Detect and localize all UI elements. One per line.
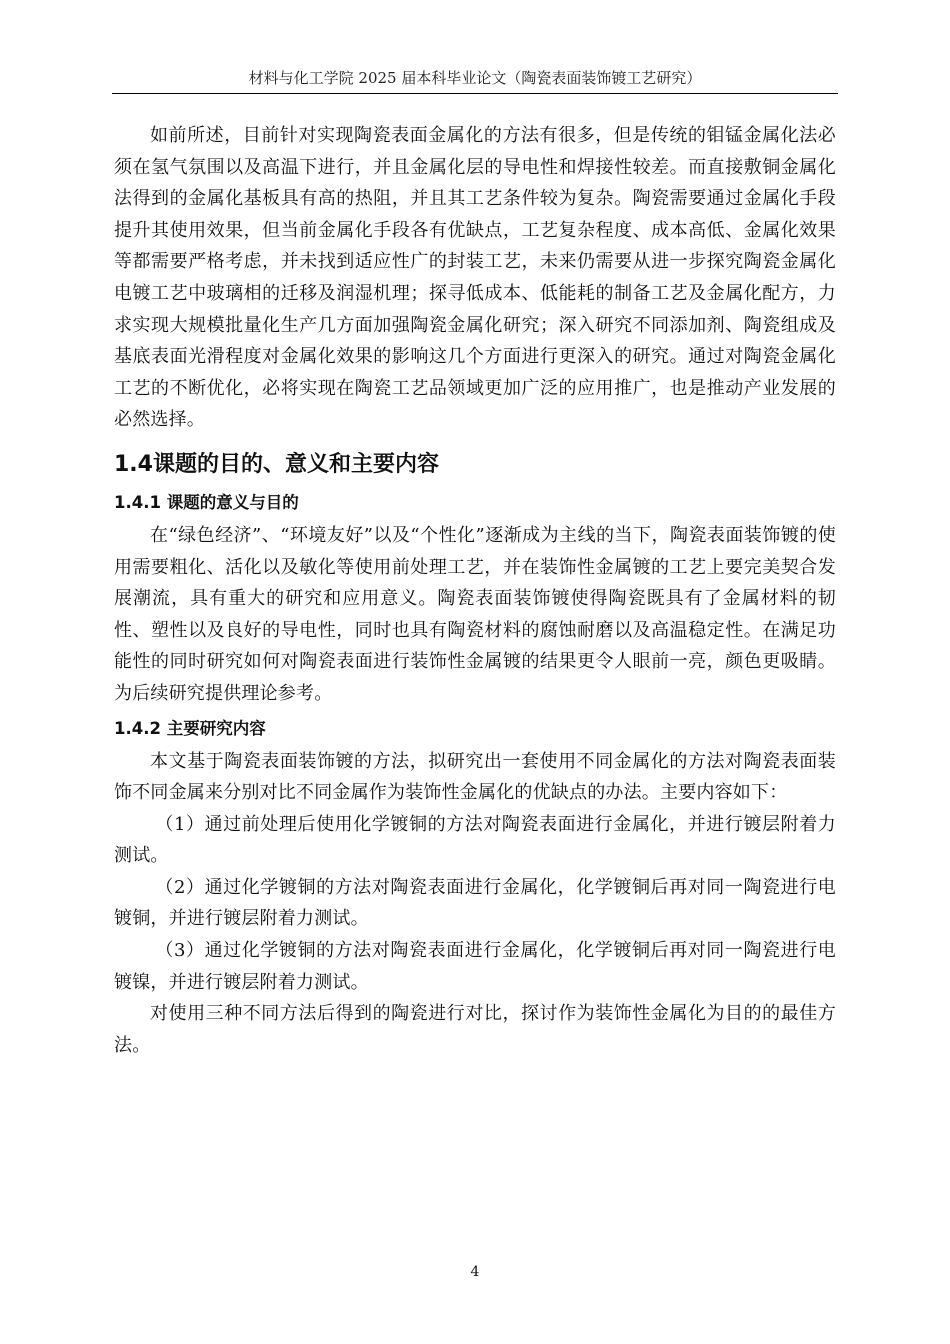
page-number: 4 <box>470 1264 480 1280</box>
section-heading: 1.4课题的目的、意义和主要内容 <box>114 451 439 477</box>
subsection-heading-purpose: 1.4.1 课题的意义与目的 <box>114 492 299 512</box>
content-paragraph: 本文基于陶瓷表面装饰镀的方法，拟研究出一套使用不同金属化的方法对陶瓷表面装饰不同金属来分别对比不同金属作为装饰性金属化的优缺点的办法。主要内容如下： <box>114 750 836 804</box>
subsection-heading-content: 1.4.2 主要研究内容 <box>114 718 266 738</box>
header-rule <box>112 93 838 94</box>
running-header: 材料与化工学院 2025 届本科毕业论文（陶瓷表面装饰镀工艺研究） <box>248 69 702 87</box>
list-item: （2）通过化学镀铜的方法对陶瓷表面进行金属化，化学镀铜后再对同一陶瓷进行电镀铜，并进行镀层附着力测试。 <box>114 876 836 930</box>
closing-paragraph: 对使用三种不同方法后得到的陶瓷进行对比，探讨作为装饰性金属化为目的的最佳方法。 <box>114 1003 836 1056</box>
purpose-paragraph: 在“绿色经济”、“环境友好”以及“个性化”逐渐成为主线的当下，陶瓷表面装饰镀的使用需要粗化、活化以及敏化等使用前处理工艺，并在装饰性金属镀的工艺上要完美契合发展潮流，具有重大的研究和应用意义。陶瓷表面装饰镀使得陶瓷既具有了金属材料的韧性、塑性以及良好的导电性，同时也具有陶瓷材料的腐蚀耐磨以及高温稳定性。在满足功能性的同时研究如何对陶瓷表面进行装饰性金属镀的结果更令人眼前一亮，颜色更吸睛。为后续研究提供理论参考。 <box>114 524 836 704</box>
list-item: （3）通过化学镀铜的方法对陶瓷表面进行金属化，化学镀铜后再对同一陶瓷进行电镀镍，并进行镀层附着力测试。 <box>114 940 836 993</box>
list-item: （1）通过前处理后使用化学镀铜的方法对陶瓷表面进行金属化，并进行镀层附着力测试。 <box>114 813 836 867</box>
page-body <box>114 120 836 1061</box>
intro-paragraph: 如前所述，目前针对实现陶瓷表面金属化的方法有很多，但是传统的钼锰金属化法必须在氢气氛围以及高温下进行，并且金属化层的导电性和焊接性较差。而直接敷铜金属化法得到的金属化基板具有高的热阻，并且其工艺条件较为复杂。陶瓷需要通过金属化手段提升其使用效果，但当前金属化手段各有优缺点，工艺复杂程度、成本高低、金属化效果等都需要严格考虑，并未找到适应性广的封装工艺，未来仍需要从进一步探究陶瓷金属化电镀工艺中玻璃相的迁移及润湿机理；探寻低成本、低能耗的制备工艺及金属化配方，力求实现大规模批量化生产几方面加强陶瓷金属化研究；深入研究不同添加剂、陶瓷组成及基底表面光滑程度对金属化效果的影响这几个方面进行更深入的研究。通过对陶瓷金属化工艺的不断优化，必将实现在陶瓷工艺品领域更加广泛的应用推广，也是推动产业发展的必然选择。 <box>114 125 836 431</box>
